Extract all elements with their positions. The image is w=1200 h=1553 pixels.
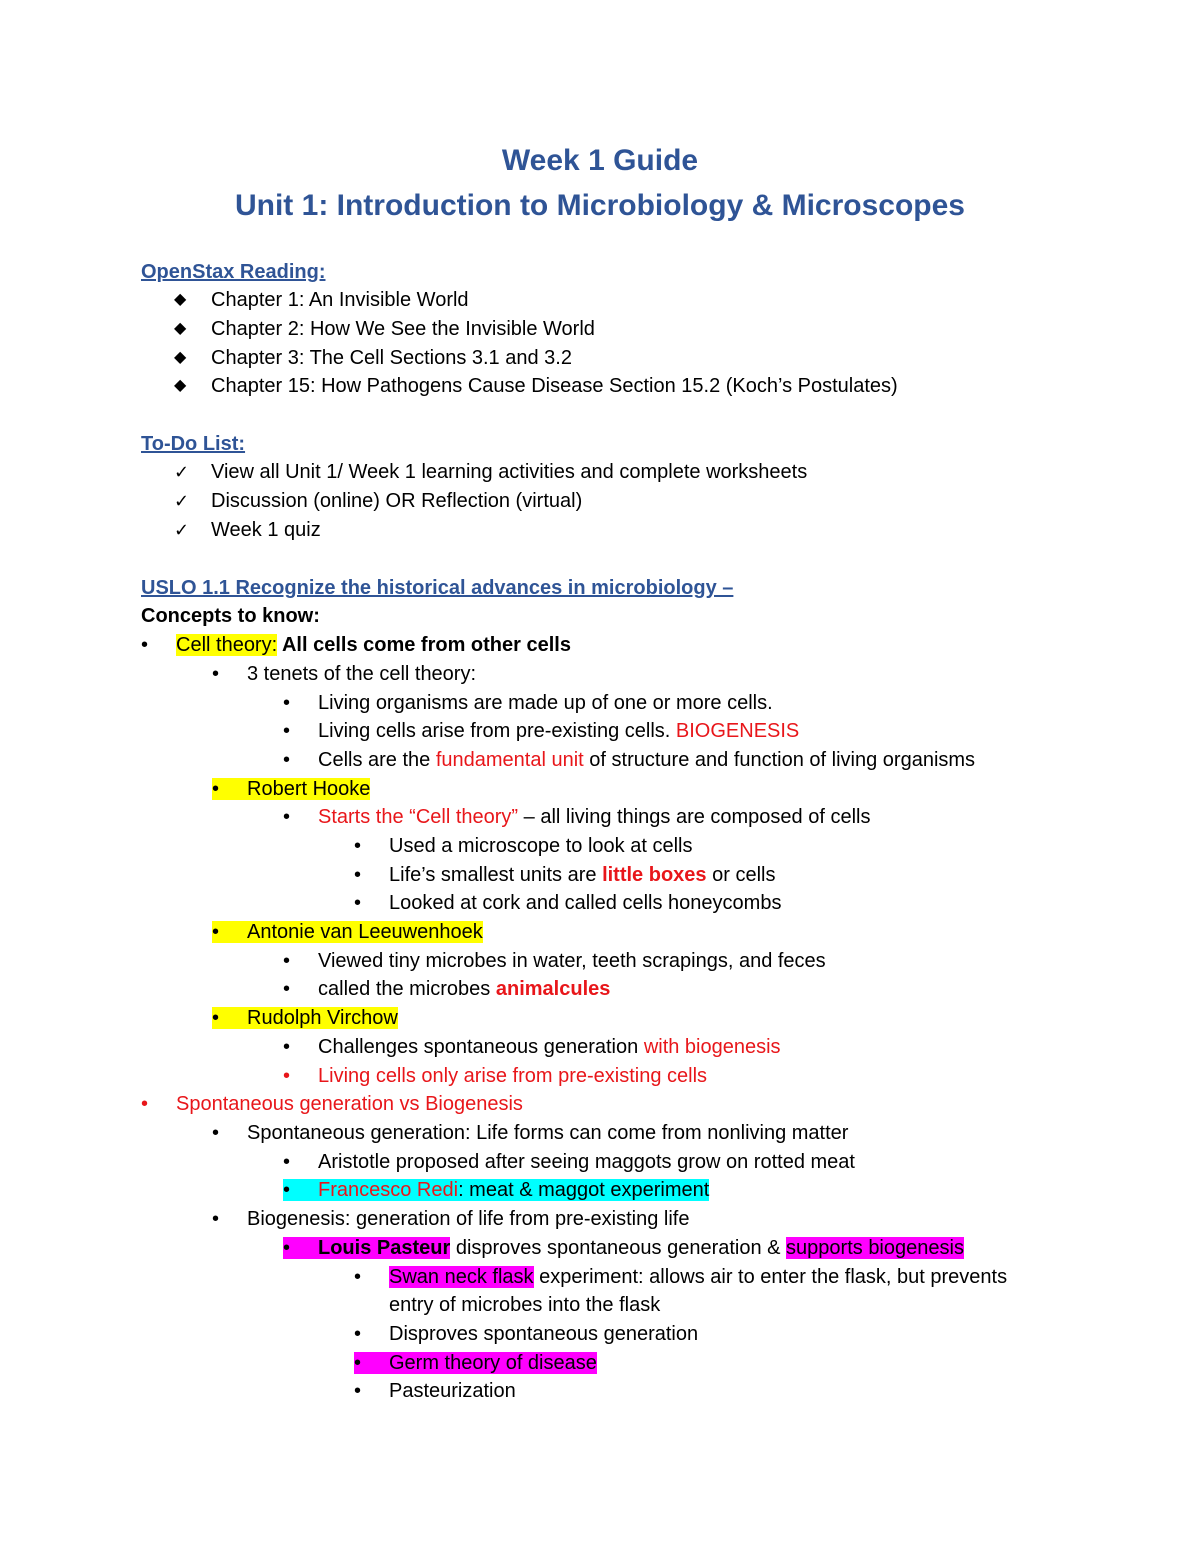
- pasteurization-row: [354, 1379, 516, 1403]
- redi-text: : meat & maggot experiment: [458, 1179, 710, 1201]
- pasteur-row: [283, 1236, 964, 1260]
- bullet-icon: •: [354, 835, 362, 857]
- bullet-icon: •: [354, 1352, 362, 1374]
- highlighted-entry: [283, 1179, 709, 1201]
- todo-item: Week 1 quiz: [211, 519, 321, 541]
- spontaneous-heading-row: [141, 1092, 523, 1116]
- hooke-detail: Life’s smallest units are: [389, 864, 603, 886]
- aristotle-row: [283, 1150, 855, 1174]
- concepts-heading: Concepts to know:: [141, 605, 320, 627]
- cell-theory-row: [141, 633, 571, 657]
- germ-theory-term: Germ theory of disease: [389, 1352, 597, 1374]
- pasteur-name: Louis Pasteur: [318, 1237, 451, 1259]
- reading-item: Chapter 15: How Pathogens Cause Disease Section 15.2 (Koch’s Postulates): [211, 375, 898, 397]
- hooke-detail: Used a microscope to look at cells: [389, 835, 693, 857]
- hooke-detail: or cells: [706, 864, 776, 886]
- diamond-bullet-icon: ◆: [174, 377, 187, 394]
- highlighted-entry: [354, 1352, 597, 1374]
- diamond-bullet-icon: ◆: [174, 291, 187, 308]
- pasteurization-text: Pasteurization: [389, 1380, 516, 1402]
- spontaneous-def-row: [212, 1121, 848, 1145]
- reading-header: OpenStax Reading:: [141, 261, 326, 283]
- reading-item: Chapter 1: An Invisible World: [211, 289, 469, 311]
- disproves-row: [354, 1322, 698, 1346]
- bullet-icon: •: [354, 864, 362, 886]
- disproves-text: Disproves spontaneous generation: [389, 1323, 699, 1345]
- diamond-bullet-icon: ◆: [174, 320, 187, 337]
- germ-row: [354, 1351, 597, 1375]
- check-icon: ✓: [174, 491, 190, 511]
- leeuwenhoek-name: Antonie van Leeuwenhoek: [247, 921, 483, 943]
- bullet-icon: •: [283, 1036, 291, 1058]
- check-icon: ✓: [174, 520, 190, 540]
- highlighted-entry: [283, 1237, 450, 1259]
- with-biogenesis-term: with biogenesis: [643, 1036, 781, 1058]
- highlighted-entry: [212, 1007, 398, 1029]
- check-icon: ✓: [174, 462, 190, 482]
- fundamental-unit-term: fundamental unit: [435, 749, 584, 771]
- bullet-icon: •: [354, 1266, 362, 1288]
- hooke-starts-row: [283, 805, 870, 829]
- tenet-text: Living cells arise from pre-existing cells.: [318, 720, 676, 742]
- spontaneous-heading: Spontaneous generation vs Biogenesis: [176, 1093, 523, 1115]
- bullet-icon: •: [141, 1093, 149, 1115]
- tenet-row: [283, 719, 799, 743]
- tenet-row: [283, 748, 975, 772]
- virchow-row: [212, 1006, 398, 1030]
- reading-item: Chapter 2: How We See the Invisible World: [211, 318, 595, 340]
- bullet-icon: •: [141, 634, 149, 656]
- redi-row: [283, 1178, 709, 1202]
- leeuwenhoek-detail-row: [283, 977, 610, 1001]
- supports-biogenesis-term: supports biogenesis: [786, 1237, 964, 1259]
- animalcules-term: animalcules: [495, 978, 611, 1000]
- tenets-heading: 3 tenets of the cell theory:: [247, 663, 477, 685]
- hooke-detail-row: [354, 834, 692, 858]
- reading-item: Chapter 3: The Cell Sections 3.1 and 3.2: [211, 347, 572, 369]
- todo-item: Discussion (online) OR Reflection (virtual): [211, 490, 583, 512]
- bullet-icon: •: [283, 806, 291, 828]
- page-title: Week 1 Guide: [501, 144, 699, 177]
- redi-name: Francesco Redi: [318, 1179, 459, 1201]
- hooke-name: Robert Hooke: [247, 778, 371, 800]
- bullet-icon: •: [212, 778, 220, 800]
- aristotle-text: Aristotle proposed after seeing maggots grow on rotted meat: [318, 1151, 855, 1173]
- virchow-detail-row: [283, 1064, 707, 1088]
- bullet-icon: •: [212, 1122, 220, 1144]
- swan-row: [354, 1265, 1007, 1289]
- leeuwenhoek-row: [212, 920, 483, 944]
- highlighted-entry: [212, 778, 370, 800]
- swan-continued: entry of microbes into the flask: [389, 1294, 661, 1316]
- cell-theory-label: Cell theory:: [176, 634, 278, 656]
- bullet-icon: •: [212, 663, 220, 685]
- virchow-detail: Living cells only arise from pre-existing cells: [318, 1065, 708, 1087]
- biogenesis-def: Biogenesis: generation of life from pre-existing life: [247, 1208, 690, 1230]
- leeuwenhoek-detail: called the microbes: [318, 978, 496, 1000]
- leeuwenhoek-detail: Viewed tiny microbes in water, teeth scrapings, and feces: [318, 950, 826, 972]
- hooke-detail-row: [354, 891, 781, 915]
- cell-theory-rest: All cells come from other cells: [277, 634, 571, 656]
- pasteur-text: disproves spontaneous generation &: [450, 1237, 787, 1259]
- uslo-header: USLO 1.1 Recognize the historical advances in microbiology –: [141, 577, 734, 599]
- tenet-text: Cells are the: [318, 749, 436, 771]
- cell-theory-start: Starts the “Cell theory”: [318, 806, 519, 828]
- highlighted-entry: [212, 921, 483, 943]
- bullet-icon: •: [283, 720, 291, 742]
- biogenesis-term: BIOGENESIS: [675, 720, 800, 742]
- hooke-detail: Looked at cork and called cells honeycombs: [389, 892, 782, 914]
- virchow-detail: Challenges spontaneous generation: [318, 1036, 644, 1058]
- hooke-row: [212, 777, 370, 801]
- bullet-icon: •: [283, 1151, 291, 1173]
- tenet-text: Living organisms are made up of one or more cells.: [318, 692, 773, 714]
- bullet-icon: •: [283, 692, 291, 714]
- bullet-icon: •: [212, 921, 220, 943]
- virchow-detail-row: [283, 1035, 781, 1059]
- todo-header: To-Do List:: [141, 433, 246, 455]
- swan-text: experiment: allows air to enter the flask, but prevents: [533, 1266, 1008, 1288]
- bullet-icon: •: [212, 1208, 220, 1230]
- leeuwenhoek-detail-row: [283, 949, 826, 973]
- bullet-icon: •: [283, 978, 291, 1000]
- bullet-icon: •: [354, 892, 362, 914]
- bullet-icon: •: [283, 950, 291, 972]
- bullet-icon: •: [283, 749, 291, 771]
- bullet-icon: •: [283, 1237, 291, 1259]
- bullet-icon: •: [354, 1323, 362, 1345]
- swan-neck-term: Swan neck flask: [389, 1266, 534, 1288]
- tenet-row: [283, 691, 773, 715]
- virchow-name: Rudolph Virchow: [247, 1007, 398, 1029]
- page-subtitle: Unit 1: Introduction to Microbiology & Microscopes: [234, 189, 965, 222]
- little-boxes-term: little boxes: [602, 864, 707, 886]
- hooke-starts-text: – all living things are composed of cells: [518, 806, 871, 828]
- bullet-icon: •: [283, 1065, 291, 1087]
- diamond-bullet-icon: ◆: [174, 349, 187, 366]
- spontaneous-def: Spontaneous generation: Life forms can come from nonliving matter: [247, 1122, 849, 1144]
- bullet-icon: •: [354, 1380, 362, 1402]
- biogenesis-def-row: [212, 1207, 689, 1231]
- bullet-icon: •: [212, 1007, 220, 1029]
- todo-item: View all Unit 1/ Week 1 learning activities and complete worksheets: [211, 461, 808, 483]
- hooke-detail-row: [354, 863, 775, 887]
- tenets-heading-row: [212, 662, 476, 686]
- tenet-text: of structure and function of living organisms: [583, 749, 976, 771]
- bullet-icon: •: [283, 1179, 291, 1201]
